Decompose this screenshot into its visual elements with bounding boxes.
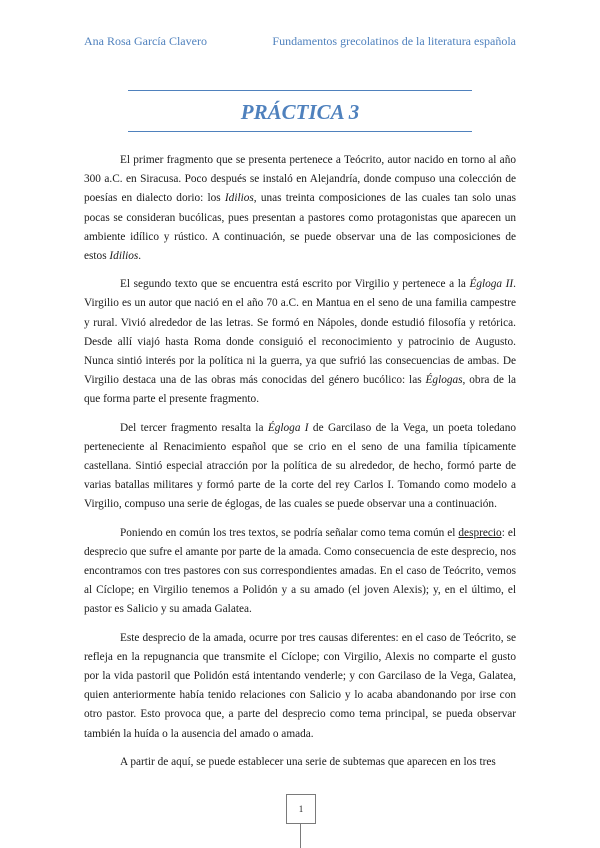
paragraph-5: Este desprecio de la amada, ocurre por tres causas diferentes: en el caso de Teócrito, se refleja en la repugnancia que transmite el Cíclope; con Virgilio, Alexis no comparte el gusto por la vida pastoril que Polidón está intentando venderle; y con Garcilaso de la Vega, Galatea, quien anteriormente había tenido relaciones con Salicio y lo acaba abandonando por irse con otro pastor. Esto provoca que, a parte del desprecio como tema principal, se pueda observar también la huída o la ausencia del amado o amada. xyxy=(84,631,516,740)
running-header xyxy=(84,34,516,50)
document-body xyxy=(84,151,516,781)
italic-title: Églogas xyxy=(425,374,463,387)
underlined-term: desprecio xyxy=(458,526,502,539)
italic-title: Idilios xyxy=(109,250,139,263)
footer-line xyxy=(300,823,301,848)
title-rule-bottom xyxy=(128,131,472,132)
paragraph-3: Del tercer fragmento resalta la Égloga I de Garcilaso de la Vega, un poeta toledano perteneciente al Renacimiento español que se crio en el seno de una familia típicamente castellana. Sintió especial atracción por la política de su alrededor, de hecho, formó parte de varias batallas militares y formó parte de la corte del rey Carlos I. Tomando como modelo a Virgilio, compuso una serie de églogas, de las cuales se puede observar una a continuación. xyxy=(84,421,516,511)
italic-title: Égloga II xyxy=(469,278,514,291)
page-number-box xyxy=(286,794,316,824)
paragraph-2: El segundo texto que se encuentra está escrito por Virgilio y pertenece a la Égloga II. Virgilio es un autor que nació en el año 70 a.C. en Mantua en el seno de una familia campestre y rural. Vivió alrededor de las letras. Se formó en Nápoles, donde estudió filosofía y retórica. Desde allí viajó hasta Roma donde consiguió el reconocimiento y patrocinio de Augusto. Nunca sintió interés por la política ni la guerra, ya que sufrió las consecuencias de ambas. De Virgilio destaca una de las obras más conocidas del género bucólico: las Églogas, obra de la que forma parte el presente fragmento. xyxy=(84,278,516,406)
page-number: 1 xyxy=(298,804,304,814)
title-rule-top xyxy=(128,90,472,91)
italic-title: Égloga I xyxy=(267,421,309,434)
paragraph-4: Poniendo en común los tres textos, se podría señalar como tema común el desprecio: el desprecio que sufre el amante por parte de la amada. Como consecuencia de este desprecio, nos encontramos con tres pastores con sus correspondientes amadas. En el caso de Teócrito, vemos al Cíclope; en Virgilio tenemos a Polidón y a su amado (el joven Alexis); y, en el último, el pastor es Salicio y su amada Galatea. xyxy=(84,526,516,616)
italic-title: Idilios xyxy=(224,192,254,205)
header-author: Ana Rosa García Clavero xyxy=(84,34,207,48)
paragraph-6: A partir de aquí, se puede establecer una serie de subtemas que aparecen en los tres xyxy=(120,755,496,768)
page-title: PRÁCTICA 3 xyxy=(240,100,360,124)
paragraph-1: El primer fragmento que se presenta pertenece a Teócrito, autor nacido en torno al año 300 a.C. en Siracusa. Poco después se instaló en Alejandría, donde compuso una colección de poesías en dialecto dorio: los Idilios, unas treinta composiciones de las cuales tan solo unas pocas se consideran bucólicas, pues presentan a pastores como protagonistas que aparecen un ambiente idílico y rústico. A continuación, se puede observar una de las composiciones de estos Idilios. xyxy=(84,154,516,263)
header-book-title: Fundamentos grecolatinos de la literatura española xyxy=(272,34,516,48)
